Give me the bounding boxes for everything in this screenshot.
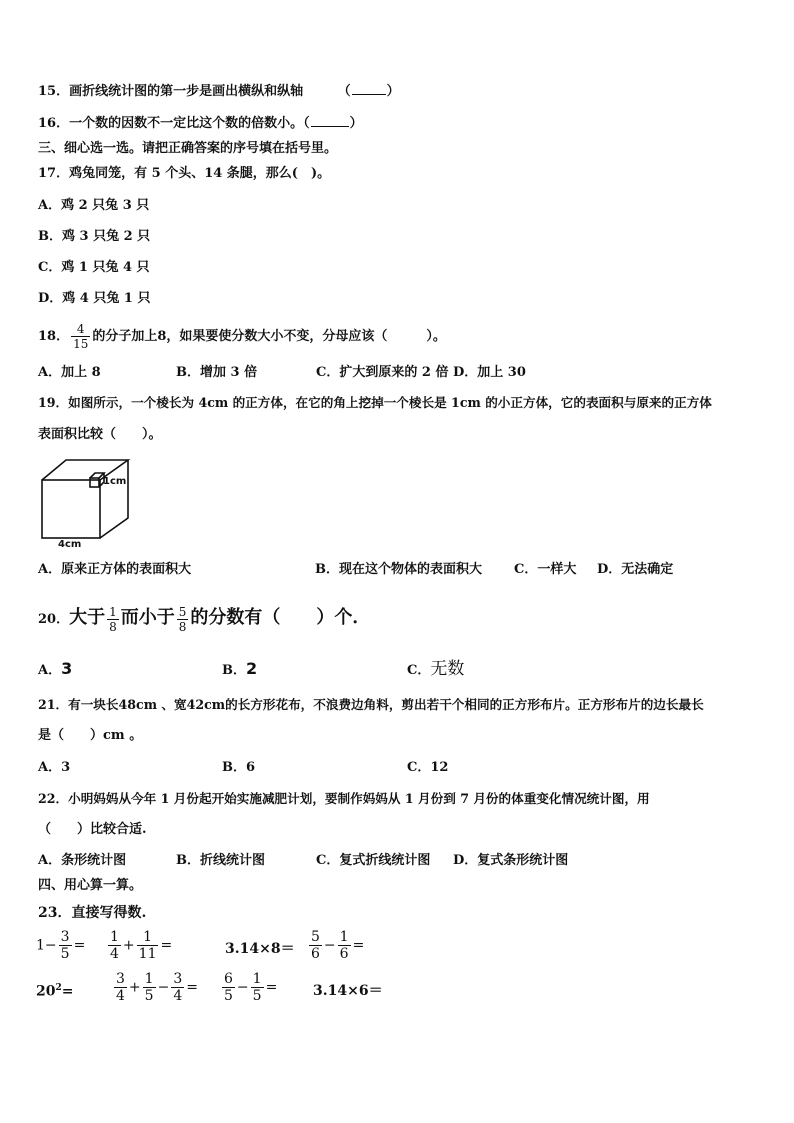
q20-text-2: 而小于 [120,607,175,628]
q20-text-1: 大于 [69,607,106,628]
question-number: 20． [38,612,70,627]
question-text: 一个数的因数不一定比这个数的倍数小。 [69,116,304,131]
question-text: 画折线统计图的第一步是画出横纵和纵轴 [69,84,304,99]
question-number: 15． [38,84,70,99]
calc-item-6: $\frac{3}{4}$ + $\frac{1}{5}$ − $\frac{3}{4}$ = [116,971,198,1004]
q20-option-c[interactable] [407,659,464,681]
cube-figure [36,456,136,550]
q22-option-c[interactable]: C．复式折线统计图 [316,853,431,868]
calc-item-5: $20^2=$ [36,983,74,1000]
question-20-stem [38,598,370,640]
q22-option-b[interactable]: B．折线统计图 [176,853,265,868]
fraction: $\frac{4}{15}$ [73,322,89,351]
answer-paren-close: ） [386,84,400,99]
fraction-five-eighths: $\frac{5}{8}$ [178,605,187,634]
question-18-stem [38,318,446,356]
calc-item-8: 3.14×6＝ [313,983,383,999]
calc-item-7: $\frac{6}{5}$ − $\frac{1}{5}$ = [224,971,278,1004]
q20-option-a[interactable] [38,659,72,681]
answer-paren-close: ） [349,116,363,131]
q20-option-b[interactable] [222,659,257,681]
option-value: 无数 [430,659,465,679]
option-letter: B． [222,663,246,678]
q21-option-c[interactable]: C．12 [407,760,449,775]
q17-option-d[interactable]: D．鸡 4 只兔 1 只 [38,291,151,306]
answer-blank[interactable] [352,82,386,95]
q17-option-a[interactable]: A．鸡 2 只兔 3 只 [38,198,150,213]
question-number: 18． [38,329,70,344]
q21-option-b[interactable]: B．6 [222,760,256,775]
label-4cm: 4cm [58,539,82,550]
calc-item-1: 1− $\frac{3}{5}$ = [36,929,86,962]
question-23-title: 23．直接写得数. [38,905,147,921]
answer-paren-open: （ [337,84,351,99]
question-21-line1: 21．有一块长48cm 、宽42cm的长方形花布，不浪费边角料，剪出若干个相同的正方形布片。正方形布片的边长最长 [38,697,704,712]
q22-option-a[interactable]: A．条形统计图 [38,853,127,868]
answer-paren-open: （ [303,116,310,131]
q19-option-b[interactable]: B．现在这个物体的表面积大 [315,562,482,577]
calc-item-4: $\frac{5}{6}$ − $\frac{1}{6}$ = [311,929,365,962]
question-16 [38,114,363,133]
label-1cm: 1cm [103,476,127,487]
question-22-line1: 22．小明妈妈从今年 1 月份起开始实施减肥计划，要制作妈妈从 1 月份到 7 月份的体重变化情况统计图，用 [38,791,650,806]
fraction-one-eighth: $\frac{1}{8}$ [109,605,117,634]
calc-item-2: $\frac{1}{4}$ + $\frac{1}{11}$ = [110,929,173,962]
question-text: 的分子加上8，如果要使分数大小不变，分母应该（ ）。 [92,329,446,344]
question-21-line2: 是（ ）cm 。 [38,728,143,743]
question-22-line2: （ ）比较合适. [38,822,147,837]
q18-option-d[interactable]: D．加上 30 [453,365,526,380]
q21-option-a[interactable]: A．3 [38,760,71,775]
option-value: 2 [246,659,258,678]
question-15 [38,82,400,101]
question-number: 16． [38,116,70,131]
answer-blank[interactable] [311,114,349,127]
question-19-line2: 表面积比较（ ）。 [38,427,162,442]
calc-item-3: 3.14×8＝ [225,941,295,957]
q18-option-c[interactable]: C．扩大到原来的 2 倍 [316,365,449,380]
section-heading-4: 四、用心算一算。 [38,878,143,893]
option-letter: A． [38,663,62,678]
section-heading-3: 三、细心选一选。请把正确答案的序号填在括号里。 [38,141,338,156]
q19-option-a[interactable]: A．原来正方体的表面积大 [38,562,192,577]
option-letter: C． [407,663,431,678]
q18-option-b[interactable]: B．增加 3 倍 [176,365,258,380]
q19-option-c[interactable]: C．一样大 [514,562,577,577]
q20-text-3: 的分数有（ ）个． [190,607,371,628]
q19-option-d[interactable]: D．无法确定 [597,562,674,577]
q17-option-c[interactable]: C．鸡 1 只兔 4 只 [38,260,150,275]
option-value: 3 [61,659,73,678]
question-17-stem: 17．鸡兔同笼，有 5 个头、14 条腿，那么( )。 [38,166,331,181]
q17-option-b[interactable]: B．鸡 3 只兔 2 只 [38,229,151,244]
question-19-line1: 19．如图所示，一个棱长为 4cm 的正方体，在它的角上挖掉一个棱长是 1cm 的小正方体，它的表面积与原来的正方体 [38,395,712,410]
cube-front-face [42,480,100,538]
q18-option-a[interactable]: A．加上 8 [38,365,101,380]
q22-option-d[interactable]: D．复式条形统计图 [453,853,569,868]
cube-side-face [100,460,128,538]
